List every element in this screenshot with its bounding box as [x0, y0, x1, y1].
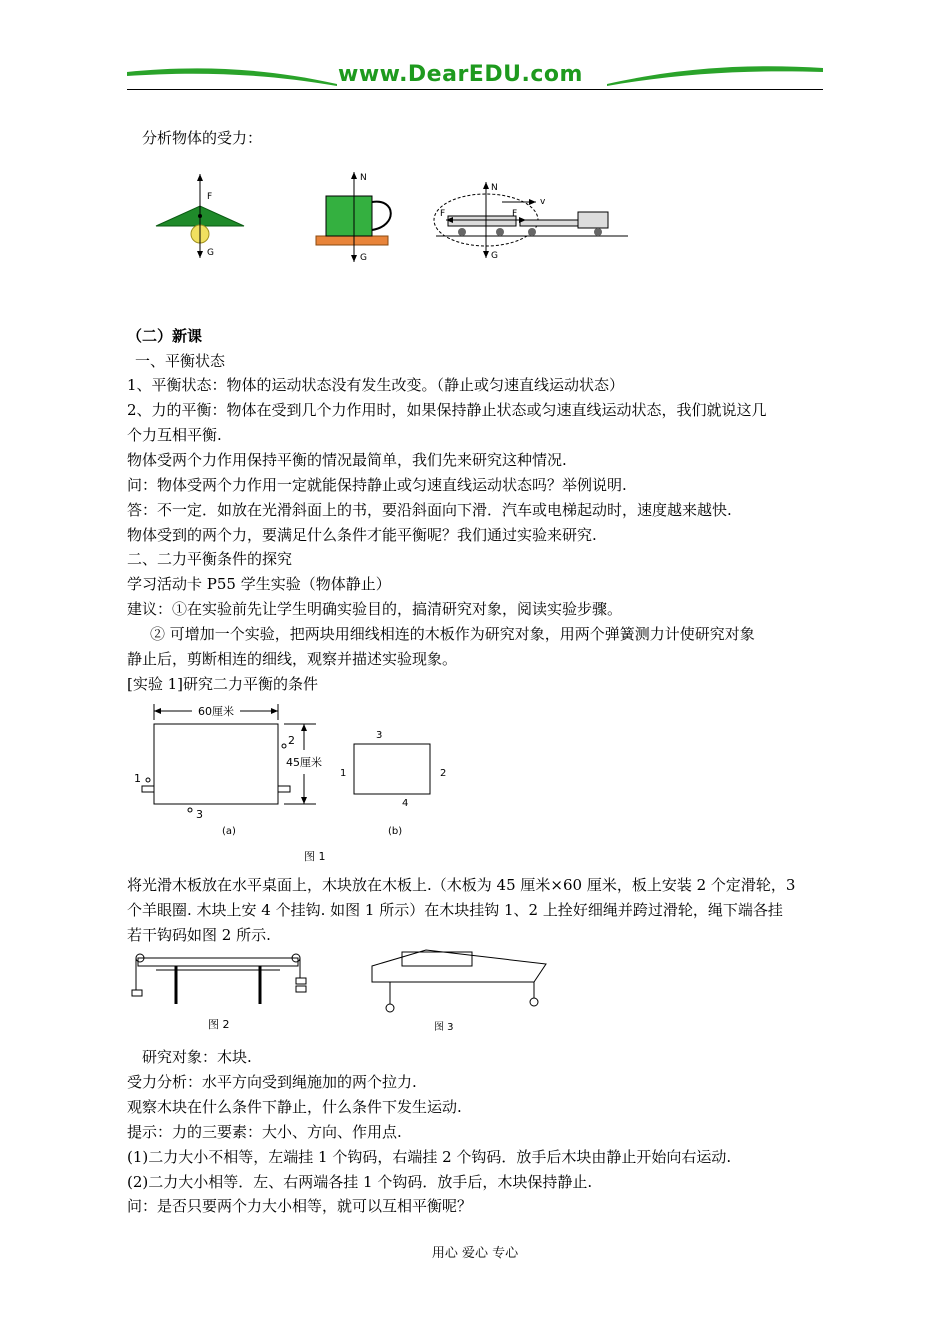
svg-text:F: F: [207, 192, 213, 202]
paragraph: 物体受两个力作用保持平衡的情况最简单，我们先来研究这种情况.: [127, 451, 567, 469]
paragraph: 问：物体受两个力作用一定就能保持静止或匀速直线运动状态吗？举例说明.: [127, 476, 627, 494]
paragraph: [实验 1]研究二力平衡的条件: [127, 675, 319, 693]
svg-text:F: F: [512, 209, 518, 219]
svg-text:F: F: [440, 209, 446, 219]
site-logo[interactable]: www.DearEDU.com: [338, 62, 583, 87]
paragraph: 个力互相平衡.: [127, 426, 222, 444]
svg-text:图 3: 图 3: [434, 1022, 454, 1033]
svg-text:图 2: 图 2: [208, 1018, 230, 1031]
svg-text:N: N: [491, 183, 498, 193]
section-heading-2: 二、二力平衡条件的探究: [127, 550, 293, 568]
svg-text:2: 2: [288, 734, 295, 747]
svg-text:1: 1: [340, 768, 347, 779]
svg-text:3: 3: [376, 730, 383, 741]
paragraph: 研究对象：木块.: [142, 1048, 252, 1066]
paragraph: 个羊眼圈. 木块上安 4 个挂钩. 如图 1 所示）在木块挂钩 1、2 上拴好细绳并跨过滑轮，绳下端各挂: [127, 901, 783, 919]
section-heading-1: 一、平衡状态: [135, 352, 226, 370]
paragraph: 物体受到的两个力，要满足什么条件才能平衡呢？我们通过实验来研究.: [127, 526, 597, 544]
svg-text:3: 3: [196, 808, 203, 821]
lamp-diagram: [156, 174, 244, 258]
paragraph: (1)二力大小不相等，左端挂 1 个钩码，右端挂 2 个钩码．放手后木块由静止开始向右运动.: [127, 1148, 732, 1166]
paragraph: 提示：力的三要素：大小、方向、作用点.: [127, 1123, 402, 1141]
intro-heading: 分析物体的受力：: [142, 129, 263, 147]
svg-text:G: G: [207, 248, 214, 258]
svg-text:v: v: [540, 197, 546, 207]
paragraph: 受力分析：水平方向受到绳施加的两个拉力.: [127, 1073, 417, 1091]
header-divider: [127, 89, 823, 90]
svg-text:G: G: [491, 251, 498, 261]
section-title: （二）新课: [127, 327, 203, 345]
paragraph: 将光滑木板放在水平桌面上，木块放在木板上.（木板为 45 厘米×60 厘米，板上安装 2 个定滑轮，3: [127, 876, 796, 894]
paragraph: 1、平衡状态：物体的运动状态没有发生改变。（静止或匀速直线运动状态）: [127, 376, 625, 394]
paragraph: 建议：①在实验前先让学生明确实验目的，搞清研究对象，阅读实验步骤。: [127, 600, 623, 618]
force-diagrams: [150, 168, 640, 268]
figure-1: [130, 700, 470, 868]
paragraph: ② 可增加一个实验，把两块用细线相连的木板作为研究对象，用两个弹簧测力计使研究对象: [150, 625, 755, 643]
truck-diagram: [434, 182, 628, 261]
cup-diagram: [316, 172, 391, 263]
paragraph: 2、力的平衡：物体在受到几个力作用时，如果保持静止状态或匀速直线运动状态，我们就说这几: [127, 401, 767, 419]
svg-text:N: N: [360, 173, 367, 183]
paragraph: (2)二力大小相等．左、右两端各挂 1 个钩码．放手后，木块保持静止.: [127, 1173, 593, 1191]
svg-text:2: 2: [440, 768, 447, 779]
svg-text:(b): (b): [388, 826, 403, 837]
paragraph: 答：不一定．如放在光滑斜面上的书，要沿斜面向下滑．汽车或电梯起动时，速度越来越快.: [127, 501, 732, 519]
paragraph: 若干钩码如图 2 所示.: [127, 926, 271, 944]
svg-text:4: 4: [402, 798, 409, 809]
svg-text:1: 1: [134, 772, 141, 785]
svg-text:60厘米: 60厘米: [198, 705, 234, 718]
svg-text:G: G: [360, 253, 367, 263]
svg-text:45厘米: 45厘米: [286, 756, 322, 769]
paragraph: 学习活动卡 P55 学生实验（物体静止）: [127, 575, 391, 593]
svg-text:(a): (a): [222, 826, 236, 837]
paragraph: 静止后，剪断相连的细线，观察并描述实验现象。: [127, 650, 458, 668]
svg-text:图 1: 图 1: [304, 850, 326, 863]
figures-2-3: [126, 946, 556, 1036]
paragraph: 问：是否只要两个力大小相等，就可以互相平衡呢？: [127, 1197, 473, 1215]
paragraph: 观察木块在什么条件下静止，什么条件下发生运动.: [127, 1098, 462, 1116]
page-footer: 用心 爱心 专心: [431, 1246, 519, 1261]
